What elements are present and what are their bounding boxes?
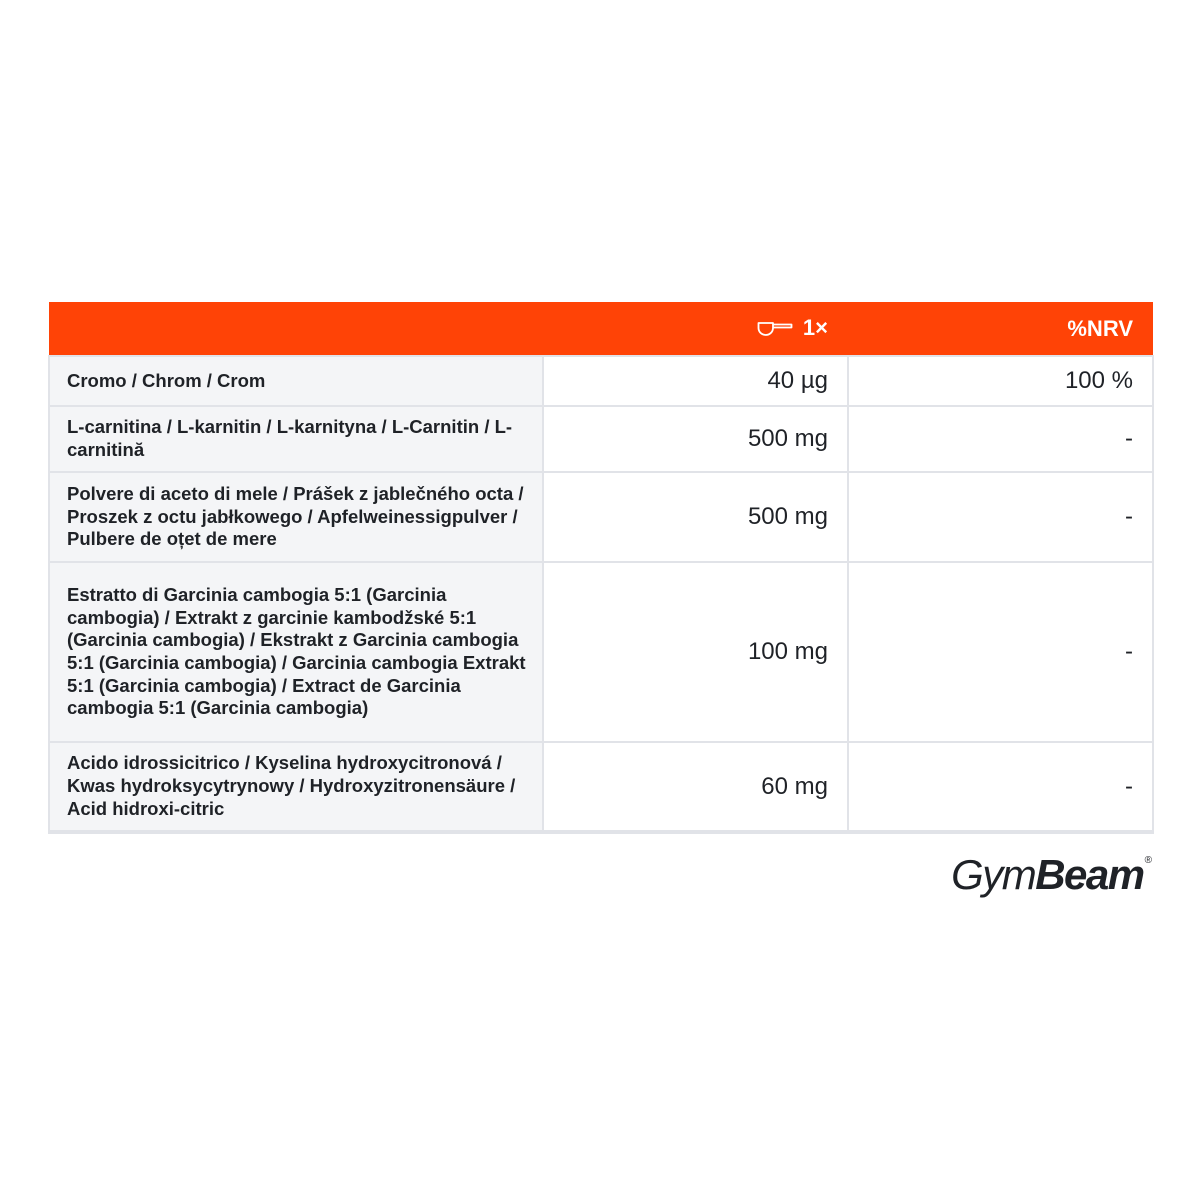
ingredient-amount: 500 mg [543, 406, 848, 472]
scoop-icon [757, 319, 793, 337]
table-header-row [49, 302, 1153, 356]
header-ingredient-cell [49, 302, 543, 356]
ingredient-amount: 40 µg [543, 356, 848, 406]
header-nrv-cell [848, 302, 1153, 356]
ingredient-name: L-carnitina / L-karnitin / L-karnityna / L-Carnitin / L-carnitină [49, 406, 543, 472]
ingredient-nrv: - [848, 472, 1153, 562]
registered-mark: ® [1144, 855, 1152, 866]
nutrition-table [48, 302, 1154, 834]
ingredient-name: Cromo / Chrom / Crom [49, 356, 543, 406]
ingredient-nrv: - [848, 562, 1153, 742]
table-row [49, 356, 1153, 406]
ingredient-amount: 500 mg [543, 472, 848, 562]
table-row [49, 562, 1153, 742]
logo-text-bold: Beam [1035, 851, 1144, 898]
header-serving-cell [543, 302, 848, 356]
ingredient-nrv: 100 % [848, 356, 1153, 406]
logo-text-light: Gym [951, 851, 1036, 898]
ingredient-name: Polvere di aceto di mele / Prášek z jablečného octa / Proszek z octu jabłkowego / Apfelweinessigpulver / Pulbere de oțet de mere [49, 472, 543, 562]
ingredient-name: Estratto di Garcinia cambogia 5:1 (Garcinia cambogia) / Extrakt z garcinie kambodžské 5:1 (Garcinia cambogia) / Ekstrakt z Garcinia cambogia 5:1 (Garcinia cambogia) / Garcinia cambogia Extrakt 5:1 (Garcinia cambogia) / Extract de Garcinia cambogia 5:1 (Garcinia cambogia) [49, 562, 543, 742]
nutrition-table-container [48, 302, 1152, 834]
ingredient-amount: 100 mg [543, 562, 848, 742]
ingredient-nrv: - [848, 742, 1153, 832]
serving-label: 1× [802, 314, 828, 340]
ingredient-nrv: - [848, 406, 1153, 472]
table-row [49, 472, 1153, 562]
table-row [49, 742, 1153, 832]
ingredient-name: Acido idrossicitrico / Kyselina hydroxycitronová / Kwas hydroksycytrynowy / Hydroxyzitronensäure / Acid hidroxi-citric [49, 742, 543, 832]
ingredient-amount: 60 mg [543, 742, 848, 832]
table-row [49, 406, 1153, 472]
gymbeam-logo [951, 851, 1152, 899]
nrv-label: %NRV [1067, 315, 1133, 341]
